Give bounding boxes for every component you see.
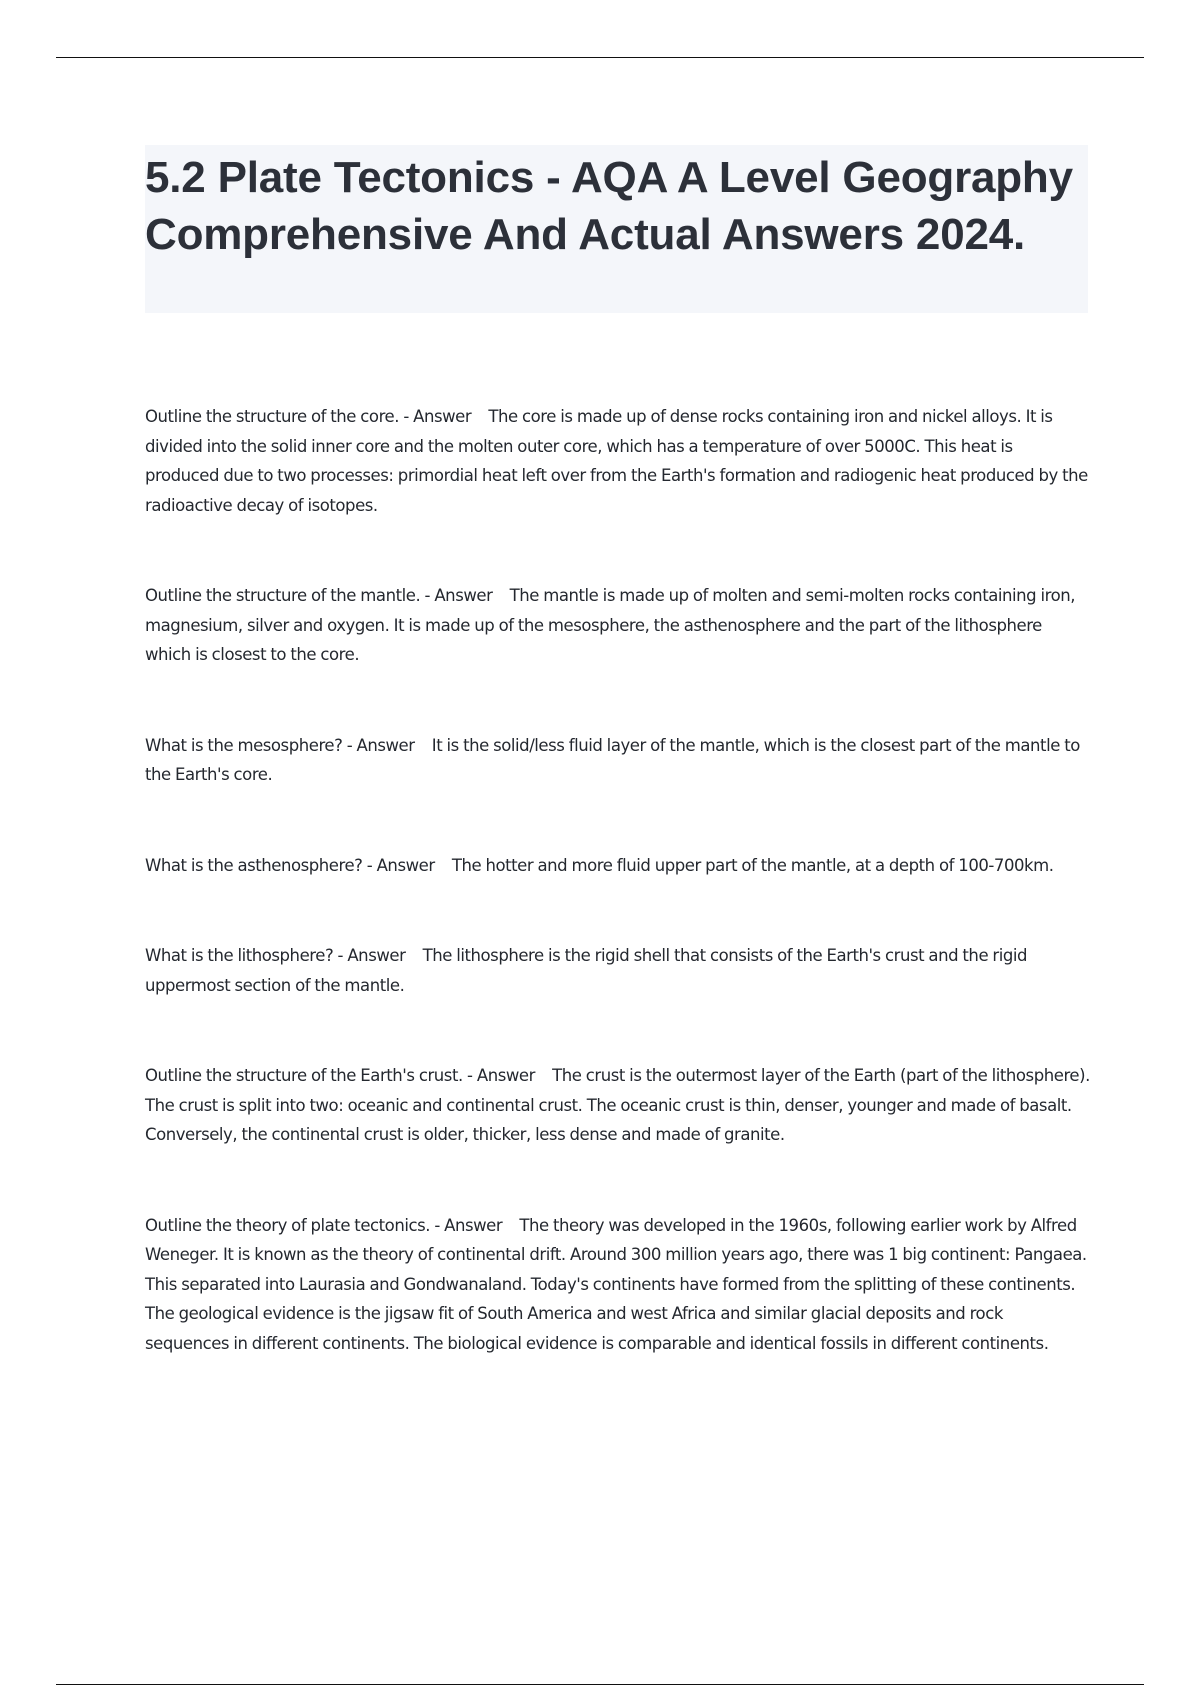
bottom-rule [56,1684,1144,1685]
qa-item [145,941,1090,1000]
qa-item [145,1211,1090,1359]
qa-list [145,402,1090,1358]
qa-item [145,402,1090,520]
qa-item [145,1061,1090,1150]
top-rule [56,57,1144,58]
question-text: What is the lithosphere? [145,946,334,965]
answer-separator: - Answer [362,855,439,875]
answer-text: The theory was developed in the 1960s, following earlier work by Alfred Weneger. It is known as the theory of continental drift. Around 300 million years ago, there was 1 big continent: Pangaea. This separated into Laurasia and Gondwanaland. Today's continents have formed from the splitting of these continents. The geological evidence is the jigsaw fit of South America and west Africa and similar glacial deposits and rock sequences in different continents. The biological evidence is comparable and identical fossils in different continents. [145,1215,1087,1353]
question-text: What is the asthenosphere? [145,855,363,875]
answer-text: The core is made up of dense rocks containing iron and nickel alloys. It is divided into the solid inner core and the molten outer core, which has a temperature of over 5000C. This heat is produced due to two processes: primordial heat left over from the Earth's formation and radiogenic heat produced by the radioactive decay of isotopes. [145,407,1088,515]
answer-text: The mantle is made up of molten and semi-molten rocks containing iron, magnesium, silver and oxygen. It is made up of the mesosphere, the asthenosphere and the part of the lithosphere which is closest to the core. [145,586,1076,664]
answer-text: The crust is the outermost layer of the Earth (part of the lithosphere). The crust is split into two: oceanic and continental crust. The oceanic crust is thin, denser, younger and made of basalt. Conversely, the continental crust is older, thicker, less dense and made of granite. [145,1066,1090,1144]
question-text: Outline the theory of plate tectonics. [145,1215,431,1235]
answer-separator: - Answer [342,735,419,755]
qa-item [145,731,1090,790]
qa-item [145,851,1090,881]
answer-text: The hotter and more fluid upper part of the mantle, at a depth of 100-700km. [451,855,1054,875]
question-text: Outline the structure of the mantle. [145,586,421,605]
answer-separator: - Answer [462,1066,540,1085]
page-title: 5.2 Plate Tectonics - AQA A Level Geography Comprehensive And Actual Answers 2024. [145,153,1073,259]
answer-separator: - Answer [430,1215,507,1235]
question-text: What is the mesosphere? [145,735,343,755]
title-block [145,145,1088,313]
answer-separator: - Answer [333,946,410,965]
answer-separator: - Answer [399,407,476,426]
answer-text: The lithosphere is the rigid shell that consists of the Earth's crust and the rigid uppermost section of the mantle. [145,946,1028,995]
qa-item [145,581,1090,670]
answer-text: It is the solid/less fluid layer of the mantle, which is the closest part of the mantle to the Earth's core. [145,735,1080,784]
question-text: Outline the structure of the Earth's crust. [145,1066,463,1085]
question-text: Outline the structure of the core. [145,407,400,426]
answer-separator: - Answer [420,586,497,605]
